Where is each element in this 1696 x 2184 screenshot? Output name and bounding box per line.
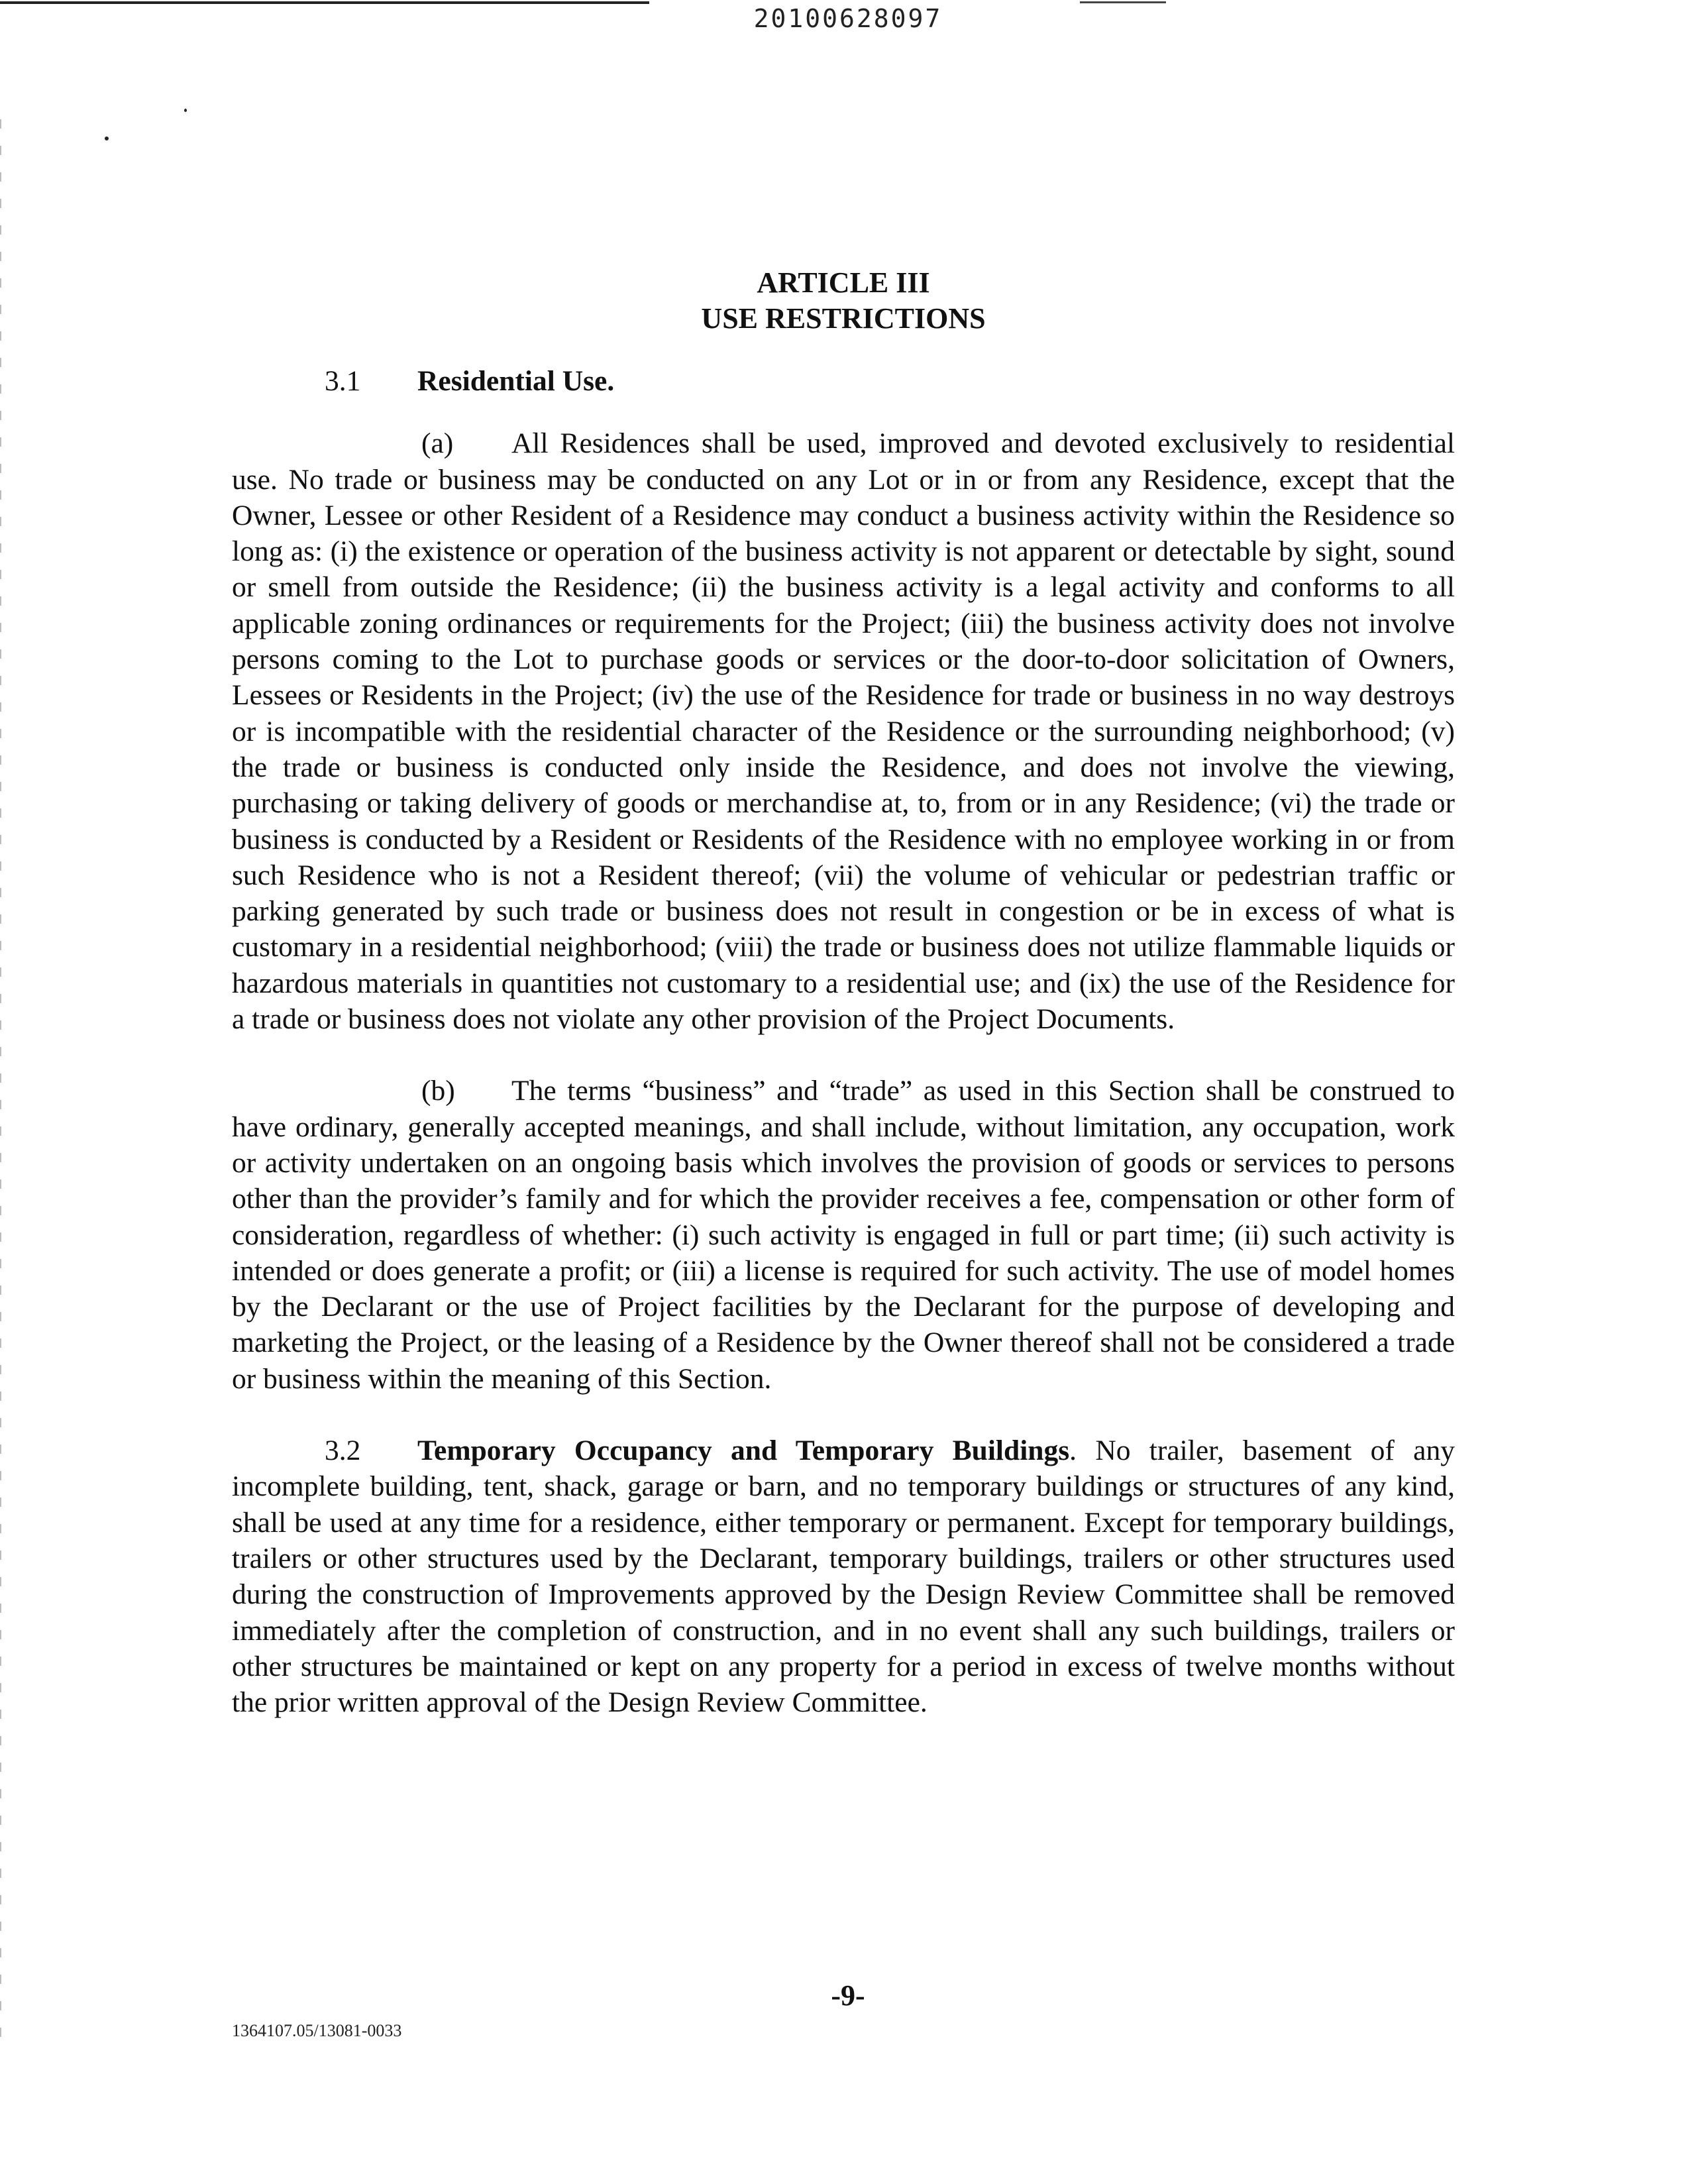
section-3-1-heading bbox=[232, 363, 1455, 399]
page-number: -9- bbox=[831, 1979, 865, 2012]
article-number: ARTICLE III bbox=[757, 266, 930, 299]
paragraph-3-1-a bbox=[232, 425, 1455, 1037]
section-text: . No trailer, basement of any incomplete building, tent, shack, garage or barn, and no temporary buildings or structures of any kind, shall be used at any time for a residence, either temporary or permanent. Except for temporary buildings, trailers or other structures used by the Declarant, temporary buildings, trailers or other structures used during the construction of Improvements approved by the Design Review Committee shall be removed immediately after the completion of construction, and in no event shall any such buildings, trailers or other structures be maintained or kept on any property for a period in excess of twelve months without the prior written approval of the Design Review Committee. bbox=[232, 1435, 1455, 1719]
document-body bbox=[232, 265, 1455, 1720]
article-heading bbox=[232, 265, 1455, 337]
scan-speck bbox=[184, 109, 187, 112]
scan-speck bbox=[105, 136, 109, 140]
document-number: 20100628097 bbox=[753, 4, 943, 33]
document-reference: 1364107.05/13081-0033 bbox=[232, 2021, 402, 2040]
paragraph-3-1-b bbox=[232, 1073, 1455, 1397]
top-scan-rule-right bbox=[1080, 1, 1166, 3]
left-scan-edge bbox=[0, 119, 1, 2041]
paragraph-text: The terms “business” and “trade” as used in this Section shall be construed to have ordinary, generally accepted meanings, and shall include, without limitation, any occupation, work or activity undertaken on an ongoing basis which involves the provision of goods or services to persons other than the provider’s family and for which the provider receives a fee, compensation or other form of consideration, regardless of whether: (i) such activity is engaged in full or part time; (ii) such activity is intended or does generate a profit; or (iii) a license is required for such activity. The use of model homes by the Declarant or the use of Project facilities by the Declarant for the purpose of developing and marketing the Project, or the leasing of a Residence by the Owner thereof shall not be considered a trade or business within the meaning of this Section. bbox=[232, 1075, 1455, 1395]
paragraph-label: (b) bbox=[421, 1075, 455, 1107]
section-number: 3.1 bbox=[325, 365, 361, 397]
section-title: Residential Use. bbox=[417, 365, 615, 397]
section-title: Temporary Occupancy and Temporary Buildings bbox=[417, 1435, 1070, 1467]
section-number: 3.2 bbox=[325, 1435, 361, 1467]
section-3-2 bbox=[232, 1433, 1455, 1720]
paragraph-text: All Residences shall be used, improved and devoted exclusively to residential use. No trade or business may be conducted on any Lot or in or from any Residence, except that the Owner, Lessee or other Resident of a Residence may conduct a business activity within the Residence so long as: (i) the existence or operation of the business activity is not apparent or detectable by sight, sound or smell from outside the Residence; (ii) the business activity is a legal activity and conforms to all applicable zoning ordinances or requirements for the Project; (iii) the business activity does not involve persons coming to the Lot to purchase goods or services or the door-to-door solicitation of Owners, Lessees or Residents in the Project; (iv) the use of the Residence for trade or business in no way destroys or is incompatible with the residential character of the Residence or the surrounding neighborhood; (v) the trade or business is conducted only inside the Residence, and does not involve the viewing, purchasing or taking delivery of goods or merchandise at, to, from or in any Residence; (vi) the trade or business is conducted by a Resident or Residents of the Residence with no employee working in or from such Residence who is not a Resident thereof; (vii) the volume of vehicular or pedestrian traffic or parking generated by such trade or business does not result in congestion or be in excess of what is customary in a residential neighborhood; (viii) the trade or business does not utilize flammable liquids or hazardous materials in quantities not customary to a residential use; and (ix) the use of the Residence for a trade or business does not violate any other provision of the Project Documents. bbox=[232, 427, 1455, 1036]
paragraph-label: (a) bbox=[421, 427, 454, 460]
article-title: USE RESTRICTIONS bbox=[701, 302, 986, 335]
